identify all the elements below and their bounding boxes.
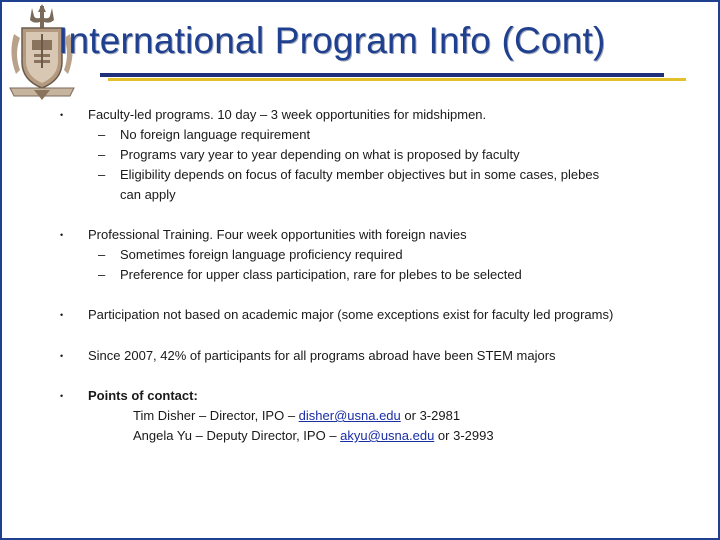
sub-bullet-text: Preference for upper class participation, rare for plebes to be selected — [120, 267, 522, 282]
bullet-glyph: • — [60, 230, 64, 240]
sub-bullet — [88, 265, 690, 285]
sub-bullet-list — [88, 125, 690, 205]
bullet-points-of-contact — [60, 386, 690, 446]
email-link-disher[interactable]: disher@usna.edu — [298, 408, 401, 423]
sub-bullet — [88, 125, 690, 145]
contact-name-role: Angela Yu – Deputy Director, IPO – — [133, 428, 341, 443]
contact-line-yu — [88, 426, 690, 446]
sub-bullet — [88, 165, 690, 205]
title-underline-gold — [108, 78, 686, 81]
contact-phone: or 3-2993 — [434, 428, 494, 443]
sub-bullet — [88, 145, 690, 165]
bullet-stem-statistic — [60, 346, 690, 366]
bullet-glyph: • — [60, 310, 64, 320]
bullet-glyph: • — [60, 110, 64, 120]
dash-glyph: – — [98, 247, 106, 262]
email-link-yu[interactable]: akyu@usna.edu — [340, 428, 435, 443]
sub-bullet-list — [88, 245, 690, 285]
bullet-text: Faculty-led programs. 10 day – 3 week opportunities for midshipmen. — [88, 107, 487, 122]
bullet-text: Professional Training. Four week opportunities with foreign navies — [88, 227, 467, 242]
title-underline-blue — [100, 73, 664, 77]
contact-line-disher — [88, 406, 690, 426]
sub-bullet-text: Sometimes foreign language proficiency required — [120, 247, 403, 262]
sub-bullet — [88, 245, 690, 265]
bullet-participation-major — [60, 305, 690, 325]
contact-name-role: Tim Disher – Director, IPO – — [133, 408, 299, 423]
sub-bullet-text: Programs vary year to year depending on what is proposed by faculty — [120, 147, 520, 162]
bullet-text: Since 2007, 42% of participants for all programs abroad have been STEM majors — [88, 348, 556, 363]
dash-glyph: – — [98, 167, 106, 182]
bullet-glyph: • — [60, 391, 64, 401]
bullet-professional-training — [60, 225, 690, 285]
bullet-faculty-led — [60, 105, 690, 205]
sub-bullet-text: Eligibility depends on focus of faculty member objectives but in some cases, plebes can apply — [120, 167, 600, 202]
dash-glyph: – — [98, 267, 106, 282]
sub-bullet-text: No foreign language requirement — [120, 127, 311, 142]
bullet-text: Participation not based on academic major (some exceptions exist for faculty led programs) — [88, 307, 614, 322]
dash-glyph: – — [98, 147, 106, 162]
slide-body — [60, 105, 690, 446]
dash-glyph: – — [98, 127, 106, 142]
contacts-heading: Points of contact: — [88, 388, 198, 403]
contact-phone: or 3-2981 — [400, 408, 461, 423]
bullet-glyph: • — [60, 351, 64, 361]
slide-title: International Program Info (Cont) — [58, 20, 606, 61]
